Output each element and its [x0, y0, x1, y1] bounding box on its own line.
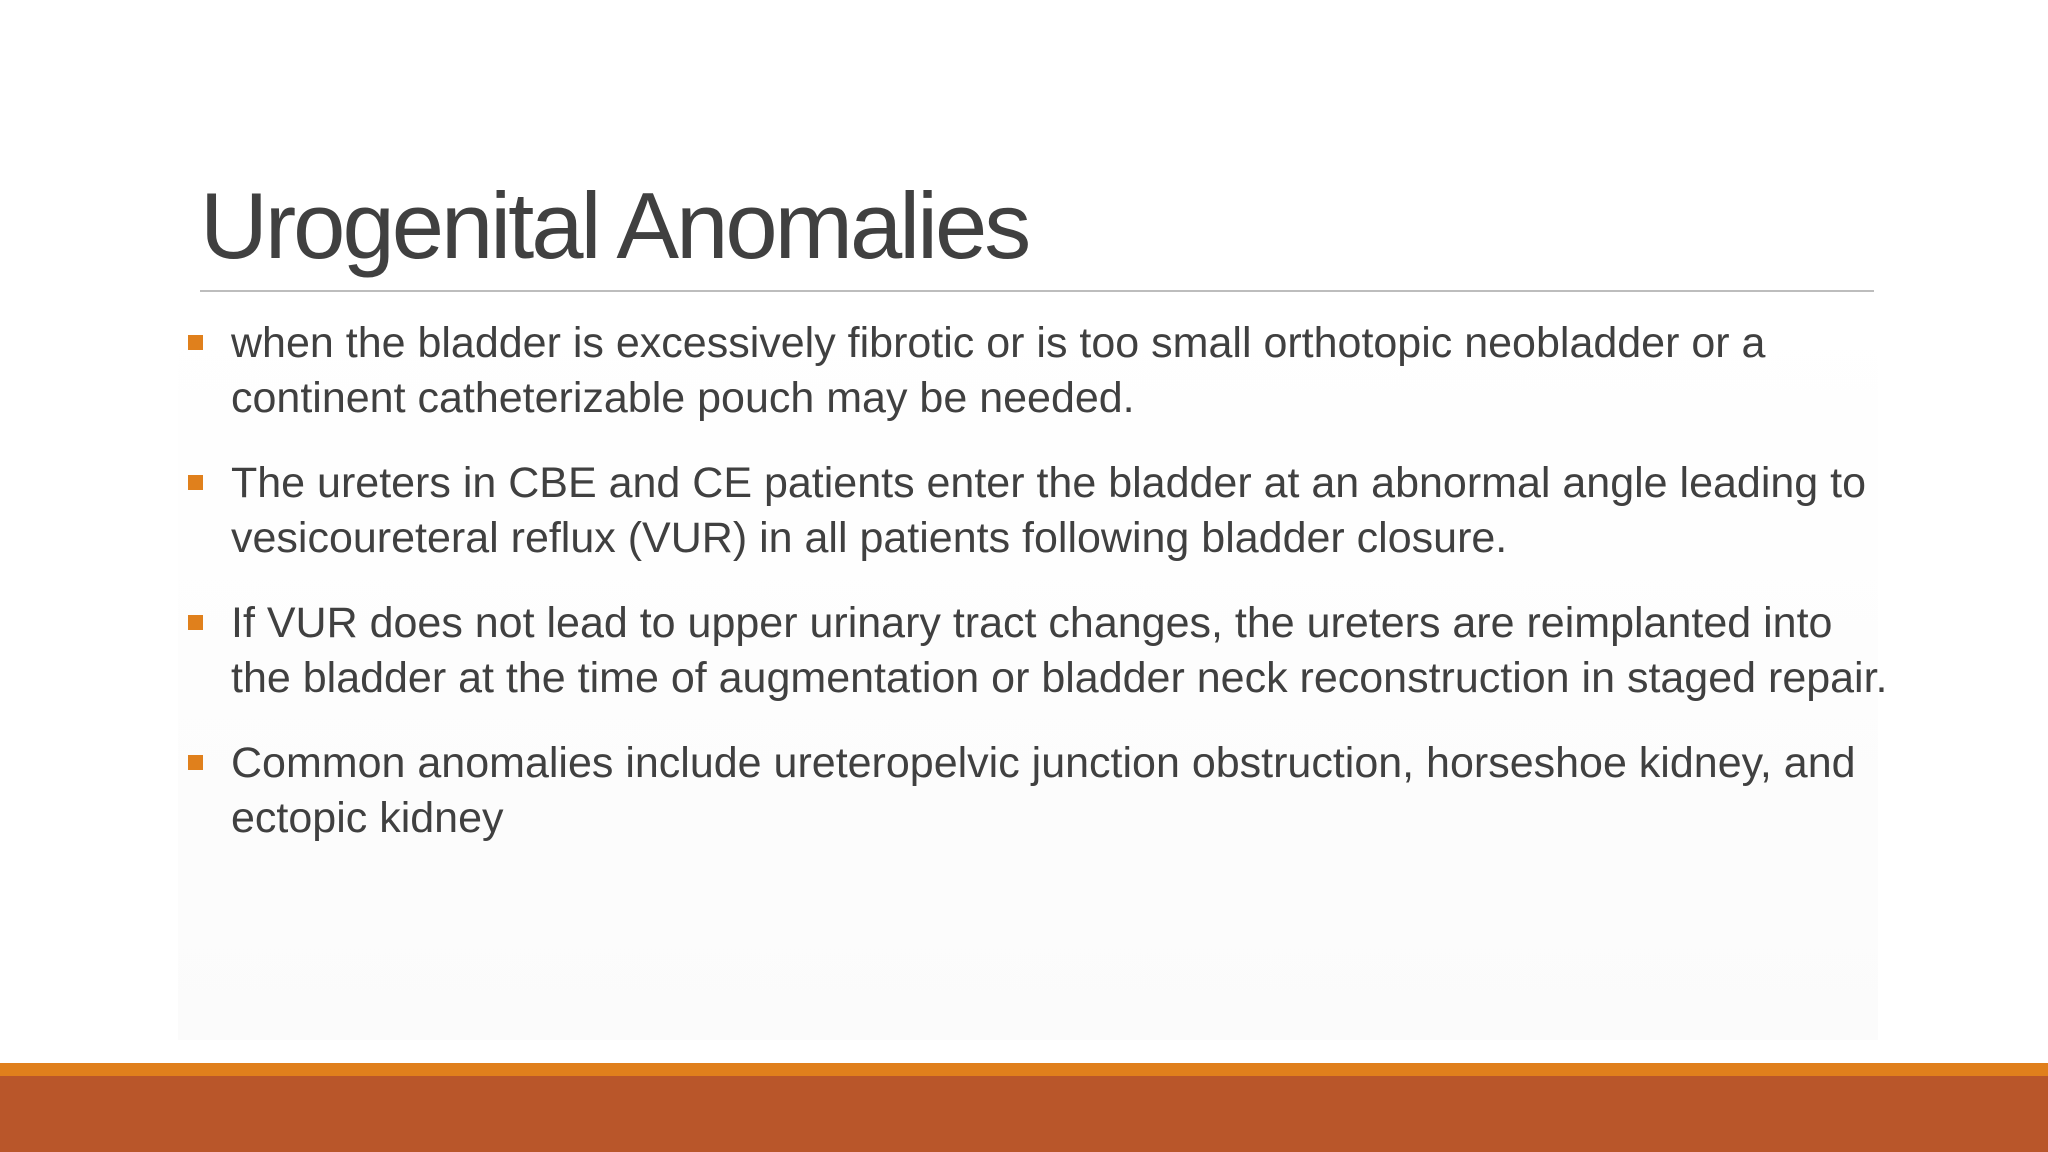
square-bullet-icon [188, 475, 203, 490]
bullet-item [188, 316, 1888, 426]
bullet-text: Common anomalies include ureteropelvic junction obstruction, horseshoe kidney, and ectopic kidney [231, 739, 1856, 842]
bullet-item [188, 596, 1888, 706]
bullet-list [188, 316, 1888, 876]
slide-title: Urogenital Anomalies [200, 173, 1029, 278]
title-divider [200, 290, 1874, 292]
bullet-text: when the bladder is excessively fibrotic or is too small orthotopic neobladder or a continent catheterizable pouch may be needed. [231, 319, 1766, 422]
bullet-item [188, 456, 1888, 566]
footer-band [0, 1076, 2048, 1152]
bullet-item [188, 736, 1888, 846]
bullet-text: The ureters in CBE and CE patients enter the bladder at an abnormal angle leading to vesicoureteral reflux (VUR) in all patients following bladder closure. [231, 459, 1867, 562]
square-bullet-icon [188, 755, 203, 770]
bullet-text: If VUR does not lead to upper urinary tract changes, the ureters are reimplanted into the bladder at the time of augmentation or bladder neck reconstruction in staged repair. [231, 599, 1888, 702]
square-bullet-icon [188, 335, 203, 350]
footer-accent-stripe [0, 1063, 2048, 1076]
square-bullet-icon [188, 615, 203, 630]
